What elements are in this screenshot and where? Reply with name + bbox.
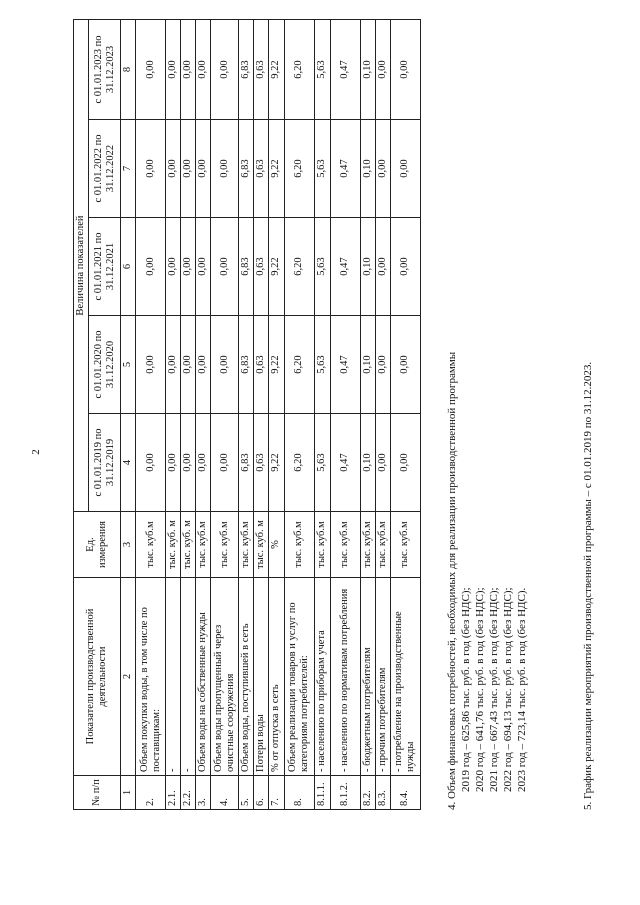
table-row	[196, 20, 211, 810]
value-cell: 0,00	[136, 316, 166, 414]
value-cell: 0,00	[211, 120, 239, 218]
indicators-table	[73, 19, 421, 810]
value-cell: 6,20	[284, 120, 314, 218]
indicator-name: -	[181, 578, 196, 776]
value-cell: 0,00	[211, 20, 239, 120]
row-number: 8.	[284, 776, 314, 810]
value-cell: 0,63	[254, 316, 269, 414]
column-number: 1	[121, 776, 136, 810]
row-number: 8.3.	[375, 776, 390, 810]
value-cell: 5,63	[314, 414, 330, 512]
value-cell: 0,63	[254, 218, 269, 316]
financial-heading: 4. Объем финансовых потребностей, необходимых для реализации производственной программы	[446, 351, 458, 810]
value-cell: 0,00	[166, 218, 181, 316]
value-cell: 0,00	[211, 414, 239, 512]
value-cell: 6,20	[284, 218, 314, 316]
value-cell: 0,00	[211, 316, 239, 414]
financial-line: 2020 год – 641,76 тыс. руб. в год (без НДС);	[474, 587, 486, 792]
value-cell: 0,47	[330, 316, 360, 414]
row-number: 5.	[239, 776, 254, 810]
value-cell: 0,00	[196, 316, 211, 414]
indicator-name: -	[166, 578, 181, 776]
value-cell: 0,00	[390, 414, 420, 512]
value-cell: 0,00	[181, 316, 196, 414]
table-row	[330, 20, 360, 810]
unit-cell: тыс. куб.м	[211, 512, 239, 578]
value-cell: 0,47	[330, 20, 360, 120]
column-number: 6	[121, 218, 136, 316]
value-cell: 0,00	[375, 218, 390, 316]
table-row	[390, 20, 420, 810]
value-cell: 0,00	[166, 20, 181, 120]
table-row	[284, 20, 314, 810]
value-cell: 9,22	[269, 120, 284, 218]
row-number: 7.	[269, 776, 284, 810]
column-number: 8	[121, 20, 136, 120]
unit-cell: тыс. куб. м	[166, 512, 181, 578]
value-cell: 0,00	[196, 120, 211, 218]
table-row	[269, 20, 284, 810]
value-cell: 0,00	[136, 120, 166, 218]
financial-line: 2019 год – 625,86 тыс. руб. в год (без НДС);	[460, 587, 472, 792]
value-cell: 0,00	[136, 414, 166, 512]
value-cell: 0,00	[181, 218, 196, 316]
header-no: № п/п	[74, 776, 121, 810]
row-number: 8.4.	[390, 776, 420, 810]
financial-line: 2023 год – 723,14 тыс. руб. в год (без НДС).	[516, 587, 528, 792]
row-number: 8.1.1.	[314, 776, 330, 810]
table-row	[239, 20, 254, 810]
unit-cell: тыс. куб. м	[181, 512, 196, 578]
row-number: 3.	[196, 776, 211, 810]
value-cell: 0,63	[254, 20, 269, 120]
value-cell: 0,00	[166, 414, 181, 512]
unit-cell: тыс. куб.м	[390, 512, 420, 578]
indicator-name: - потребление на производственные нужды	[390, 578, 420, 776]
value-cell: 0,00	[181, 20, 196, 120]
table-row	[166, 20, 181, 810]
value-cell: 5,63	[314, 120, 330, 218]
value-cell: 6,20	[284, 20, 314, 120]
indicator-name: Объем воды на собственные нужды	[196, 578, 211, 776]
value-cell: 0,10	[360, 120, 375, 218]
financial-line: 2021 год – 667,43 тыс. руб. в год (без НДС);	[488, 587, 500, 792]
value-cell: 6,20	[284, 414, 314, 512]
unit-cell: тыс. куб.м	[360, 512, 375, 578]
value-cell: 6,83	[239, 120, 254, 218]
indicator-name: - населению по нормативам потребления	[330, 578, 360, 776]
value-cell: 5,63	[314, 20, 330, 120]
table-row	[375, 20, 390, 810]
value-cell: 9,22	[269, 316, 284, 414]
header-period: с 01.01.2022 по 31.12.2022	[89, 120, 121, 218]
unit-cell: %	[269, 512, 284, 578]
row-number: 6.	[254, 776, 269, 810]
row-number: 2.2.	[181, 776, 196, 810]
value-cell: 0,47	[330, 120, 360, 218]
indicator-name: Объем реализации товаров и услуг по категориям потребителей:	[284, 578, 314, 776]
value-cell: 0,00	[390, 316, 420, 414]
value-cell: 0,00	[211, 218, 239, 316]
value-cell: 0,63	[254, 120, 269, 218]
unit-cell: тыс. куб.м	[314, 512, 330, 578]
financial-line: 2022 год – 694,13 тыс. руб. в год (без НДС);	[502, 587, 514, 792]
value-cell: 5,63	[314, 316, 330, 414]
value-cell: 0,10	[360, 218, 375, 316]
unit-cell: тыс. куб.м	[196, 512, 211, 578]
indicator-name: Объем воды пропущенный через очистные сооружения	[211, 578, 239, 776]
column-number: 2	[121, 578, 136, 776]
value-cell: 0,00	[375, 316, 390, 414]
schedule-line: 5. График реализации мероприятий производственной программы – с 01.01.2019 по 31.12.2023.	[582, 361, 594, 810]
value-cell: 9,22	[269, 218, 284, 316]
row-number: 2.	[136, 776, 166, 810]
value-cell: 6,83	[239, 218, 254, 316]
column-number: 5	[121, 316, 136, 414]
unit-cell: тыс. куб.м	[136, 512, 166, 578]
value-cell: 0,63	[254, 414, 269, 512]
value-cell: 0,10	[360, 316, 375, 414]
value-cell: 0,00	[196, 414, 211, 512]
header-period: с 01.01.2020 по 31.12.2020	[89, 316, 121, 414]
value-cell: 0,00	[375, 20, 390, 120]
value-cell: 0,47	[330, 218, 360, 316]
value-cell: 0,00	[196, 218, 211, 316]
value-cell: 0,00	[390, 20, 420, 120]
value-cell: 0,00	[136, 20, 166, 120]
table-row	[360, 20, 375, 810]
table-row	[211, 20, 239, 810]
row-number: 4.	[211, 776, 239, 810]
header-unit: Ед. измерения	[74, 512, 121, 578]
table-body	[136, 20, 421, 810]
value-cell: 0,00	[136, 218, 166, 316]
header-values-group: Величина показателей	[74, 20, 89, 512]
indicator-name: Объем воды, поступившей в сеть	[239, 578, 254, 776]
header-period: с 01.01.2023 по 31.12.2023	[89, 20, 121, 120]
value-cell: 0,00	[390, 218, 420, 316]
row-number: 8.1.2.	[330, 776, 360, 810]
indicator-name: % от отпуска в сеть	[269, 578, 284, 776]
value-cell: 0,00	[166, 120, 181, 218]
row-number: 8.2.	[360, 776, 375, 810]
value-cell: 6,83	[239, 20, 254, 120]
indicator-name: - населению по приборам учета	[314, 578, 330, 776]
unit-cell: тыс. куб.м	[239, 512, 254, 578]
table-row	[181, 20, 196, 810]
table-row	[254, 20, 269, 810]
column-number: 4	[121, 414, 136, 512]
value-cell: 5,63	[314, 218, 330, 316]
value-cell: 6,20	[284, 316, 314, 414]
value-cell: 0,00	[166, 316, 181, 414]
value-cell: 0,10	[360, 414, 375, 512]
indicator-name: Потери воды	[254, 578, 269, 776]
page-number: 2	[30, 449, 42, 455]
unit-cell: тыс. куб.м	[330, 512, 360, 578]
row-number: 2.1.	[166, 776, 181, 810]
value-cell: 0,00	[181, 414, 196, 512]
value-cell: 0,00	[390, 120, 420, 218]
financial-needs	[445, 20, 529, 810]
indicator-name: - прочим потребителям	[375, 578, 390, 776]
value-cell: 0,00	[375, 414, 390, 512]
value-cell: 0,10	[360, 20, 375, 120]
column-number: 3	[121, 512, 136, 578]
value-cell: 9,22	[269, 414, 284, 512]
value-cell: 0,00	[375, 120, 390, 218]
value-cell: 6,83	[239, 316, 254, 414]
unit-cell: тыс. куб. м	[254, 512, 269, 578]
value-cell: 9,22	[269, 20, 284, 120]
unit-cell: тыс. куб.м	[284, 512, 314, 578]
value-cell: 0,00	[196, 20, 211, 120]
header-period: с 01.01.2021 по 31.12.2021	[89, 218, 121, 316]
table-row	[314, 20, 330, 810]
table-row	[136, 20, 166, 810]
value-cell: 0,47	[330, 414, 360, 512]
indicator-name: Объем покупки воды, в том числе по поставщикам:	[136, 578, 166, 776]
value-cell: 0,00	[181, 120, 196, 218]
unit-cell: тыс. куб.м	[375, 512, 390, 578]
header-indicator: Показатели производственной деятельности	[74, 578, 121, 776]
value-cell: 6,83	[239, 414, 254, 512]
column-number: 7	[121, 120, 136, 218]
indicator-name: - бюджетным потребителям	[360, 578, 375, 776]
header-period: с 01.01.2019 по 31.12.2019	[89, 414, 121, 512]
